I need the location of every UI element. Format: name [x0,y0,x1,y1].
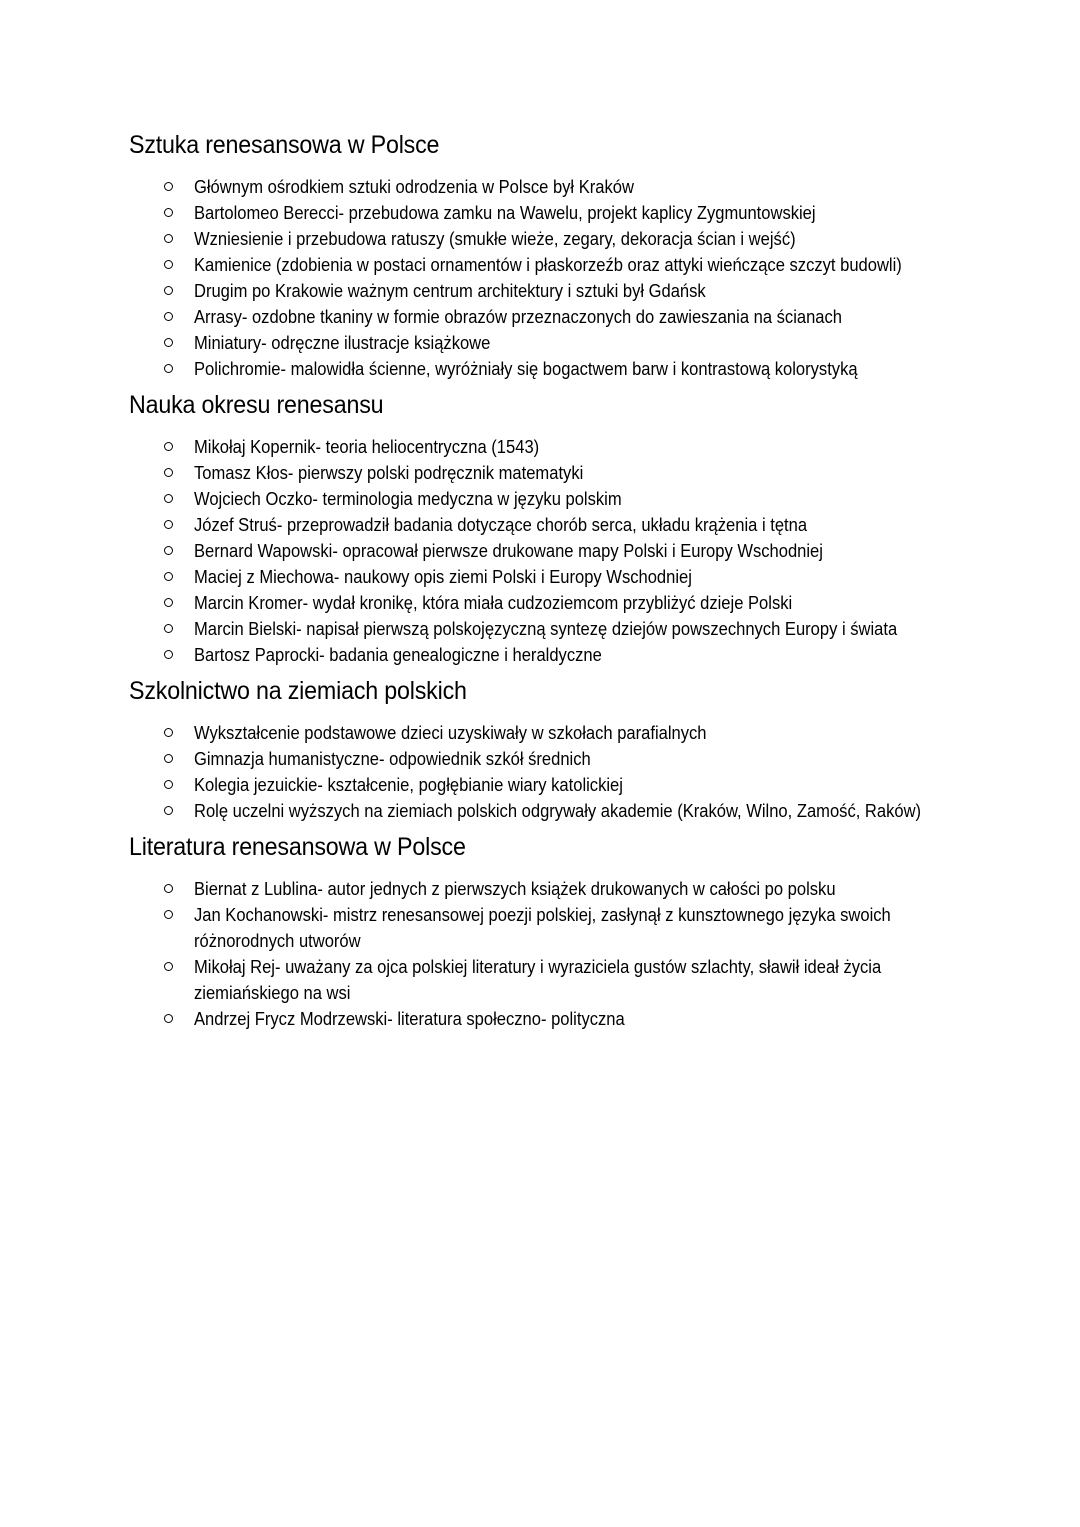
section-title: Nauka okresu renesansu [129,391,384,419]
circle-bullet-icon [164,260,173,269]
circle-bullet-icon [164,442,173,451]
circle-bullet-icon [164,910,173,919]
list-item: Kolegia jezuickie- kształcenie, pogłębianie wiary katolickiej [129,772,969,798]
circle-bullet-icon [164,624,173,633]
circle-bullet-icon [164,494,173,503]
list-item: Miniatury- odręczne ilustracje książkowe [129,330,969,356]
circle-bullet-icon [164,364,173,373]
section-title: Sztuka renesansowa w Polsce [129,131,440,159]
circle-bullet-icon [164,234,173,243]
list-item: Bartolomeo Berecci- przebudowa zamku na Wawelu, projekt kaplicy Zygmuntowskiej [129,200,969,226]
list-item: Marcin Kromer- wydał kronikę, która miała cudzoziemcom przybliżyć dzieje Polski [129,590,969,616]
circle-bullet-icon [164,208,173,217]
list-item: Bartosz Paprocki- badania genealogiczne i heraldyczne [129,642,969,668]
list-item: Bernard Wapowski- opracował pierwsze drukowane mapy Polski i Europy Wschodniej [129,538,969,564]
list-item: Mikołaj Rej- uważany za ojca polskiej literatury i wyraziciela gustów szlachty, sławił ideał życia ziemiańskiego na wsi [129,954,969,1006]
circle-bullet-icon [164,468,173,477]
list-item: Gimnazja humanistyczne- odpowiednik szkół średnich [129,746,969,772]
circle-bullet-icon [164,286,173,295]
circle-bullet-icon [164,884,173,893]
bullet-list [129,434,969,668]
section-szkolnictwo [129,674,969,824]
section-title: Literatura renesansowa w Polsce [129,833,466,861]
section-literatura [129,830,969,1032]
circle-bullet-icon [164,572,173,581]
document-page [129,128,969,1038]
list-item: Kamienice (zdobienia w postaci ornamentów i płaskorzeźb oraz attyki wieńczące szczyt budowli) [129,252,969,278]
list-item: Biernat z Lublina- autor jednych z pierwszych książek drukowanych w całości po polsku [129,876,969,902]
circle-bullet-icon [164,806,173,815]
section-sztuka [129,128,969,382]
list-item: Wojciech Oczko- terminologia medyczna w języku polskim [129,486,969,512]
circle-bullet-icon [164,182,173,191]
circle-bullet-icon [164,962,173,971]
list-item: Marcin Bielski- napisał pierwszą polskojęzyczną syntezę dziejów powszechnych Europy i świata [129,616,969,642]
section-title: Szkolnictwo na ziemiach polskich [129,677,467,705]
circle-bullet-icon [164,312,173,321]
list-item: Głównym ośrodkiem sztuki odrodzenia w Polsce był Kraków [129,174,969,200]
list-item: Andrzej Frycz Modrzewski- literatura społeczno- polityczna [129,1006,969,1032]
circle-bullet-icon [164,598,173,607]
bullet-list [129,174,969,382]
list-item: Mikołaj Kopernik- teoria heliocentryczna (1543) [129,434,969,460]
list-item: Drugim po Krakowie ważnym centrum architektury i sztuki był Gdańsk [129,278,969,304]
circle-bullet-icon [164,650,173,659]
circle-bullet-icon [164,546,173,555]
bullet-list [129,876,969,1032]
section-nauka [129,388,969,668]
list-item: Rolę uczelni wyższych na ziemiach polskich odgrywały akademie (Kraków, Wilno, Zamość, Raków) [129,798,969,824]
list-item: Józef Struś- przeprowadził badania dotyczące chorób serca, układu krążenia i tętna [129,512,969,538]
list-item: Maciej z Miechowa- naukowy opis ziemi Polski i Europy Wschodniej [129,564,969,590]
circle-bullet-icon [164,338,173,347]
circle-bullet-icon [164,780,173,789]
circle-bullet-icon [164,728,173,737]
bullet-list [129,720,969,824]
circle-bullet-icon [164,520,173,529]
list-item: Polichromie- malowidła ścienne, wyróżniały się bogactwem barw i kontrastową kolorystyką [129,356,969,382]
list-item: Tomasz Kłos- pierwszy polski podręcznik matematyki [129,460,969,486]
circle-bullet-icon [164,754,173,763]
list-item: Wykształcenie podstawowe dzieci uzyskiwały w szkołach parafialnych [129,720,969,746]
list-item: Wzniesienie i przebudowa ratuszy (smukłe wieże, zegary, dekoracja ścian i wejść) [129,226,969,252]
list-item: Arrasy- ozdobne tkaniny w formie obrazów przeznaczonych do zawieszania na ścianach [129,304,969,330]
list-item: Jan Kochanowski- mistrz renesansowej poezji polskiej, zasłynął z kunsztownego języka swoich różnorodnych utworów [129,902,969,954]
circle-bullet-icon [164,1014,173,1023]
